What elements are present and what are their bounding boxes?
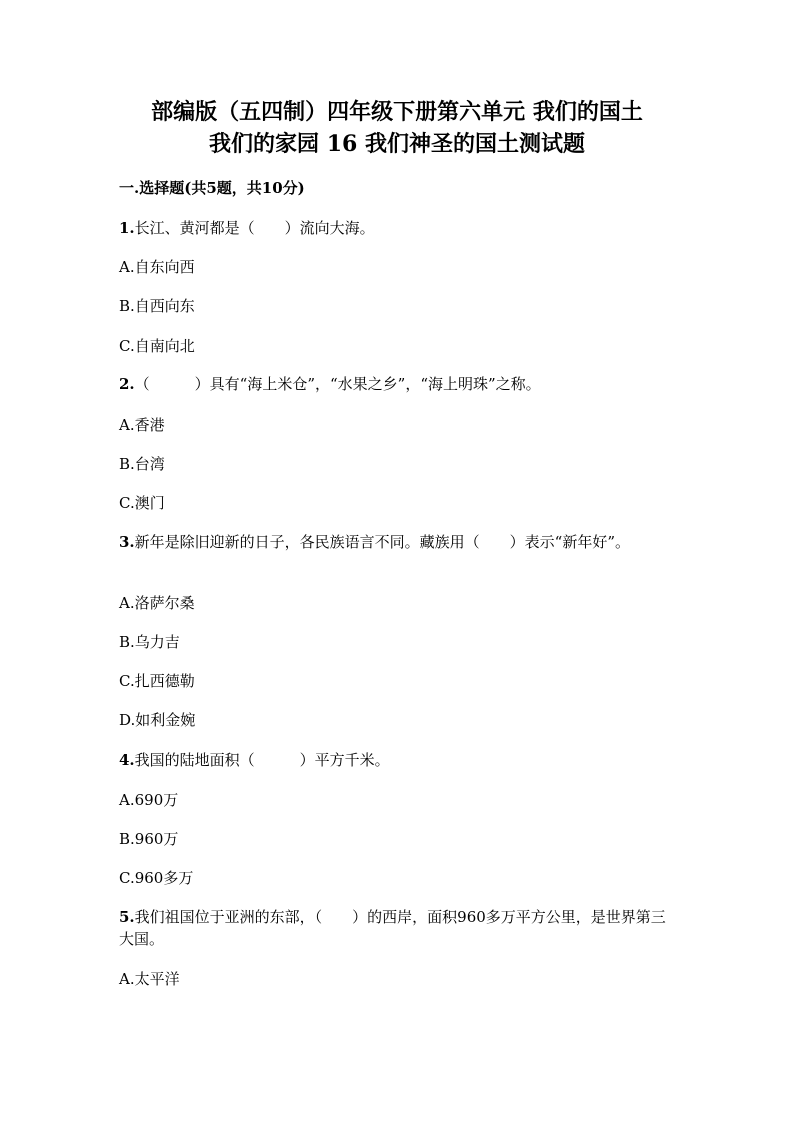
option-2b: B.台湾 bbox=[119, 455, 165, 473]
question-number: 3. bbox=[119, 533, 135, 551]
option-3a: A.洛萨尔桑 bbox=[119, 594, 195, 612]
question-2 bbox=[119, 373, 679, 395]
question-stem: （ ）具有“海上米仓”，“水果之乡”，“海上明珠”之称。 bbox=[134, 375, 541, 393]
question-stem: 我们祖国位于亚洲的东部，（ ）的西岸，面积960多万平方公里，是世界第三大国。 bbox=[119, 908, 666, 948]
option-3c: C.扎西德勒 bbox=[119, 672, 195, 690]
option-5a: A.太平洋 bbox=[119, 970, 180, 988]
title-line-2: 我们的家园 16 我们神圣的国土测试题 bbox=[209, 131, 585, 157]
option-4b: B.960万 bbox=[119, 830, 179, 848]
option-1c: C.自南向北 bbox=[119, 337, 195, 355]
question-4 bbox=[119, 749, 679, 771]
question-stem: 新年是除旧迎新的日子，各民族语言不同。藏族用（ ）表示“新年好”。 bbox=[134, 533, 631, 551]
question-number: 5. bbox=[119, 908, 135, 926]
option-3d: D.如利金婉 bbox=[119, 711, 196, 729]
question-number: 1. bbox=[119, 219, 135, 237]
question-5 bbox=[119, 906, 679, 950]
question-stem: 我国的陆地面积（ ）平方千米。 bbox=[134, 751, 390, 769]
question-number: 2. bbox=[119, 375, 135, 393]
option-2a: A.香港 bbox=[119, 416, 165, 434]
option-4c: C.960多万 bbox=[119, 869, 194, 887]
question-1 bbox=[119, 217, 679, 239]
option-1b: B.自西向东 bbox=[119, 297, 195, 315]
section-heading: 一.选择题(共5题，共10分) bbox=[119, 179, 305, 197]
option-4a: A.690万 bbox=[119, 791, 179, 809]
option-3b: B.乌力吉 bbox=[119, 633, 180, 651]
question-stem: 长江、黄河都是（ ）流向大海。 bbox=[134, 219, 375, 237]
title-line-1: 部编版（五四制）四年级下册第六单元 我们的国土 bbox=[151, 99, 643, 125]
option-1a: A.自东向西 bbox=[119, 258, 195, 276]
question-number: 4. bbox=[119, 751, 135, 769]
question-3 bbox=[119, 531, 659, 553]
option-2c: C.澳门 bbox=[119, 494, 165, 512]
